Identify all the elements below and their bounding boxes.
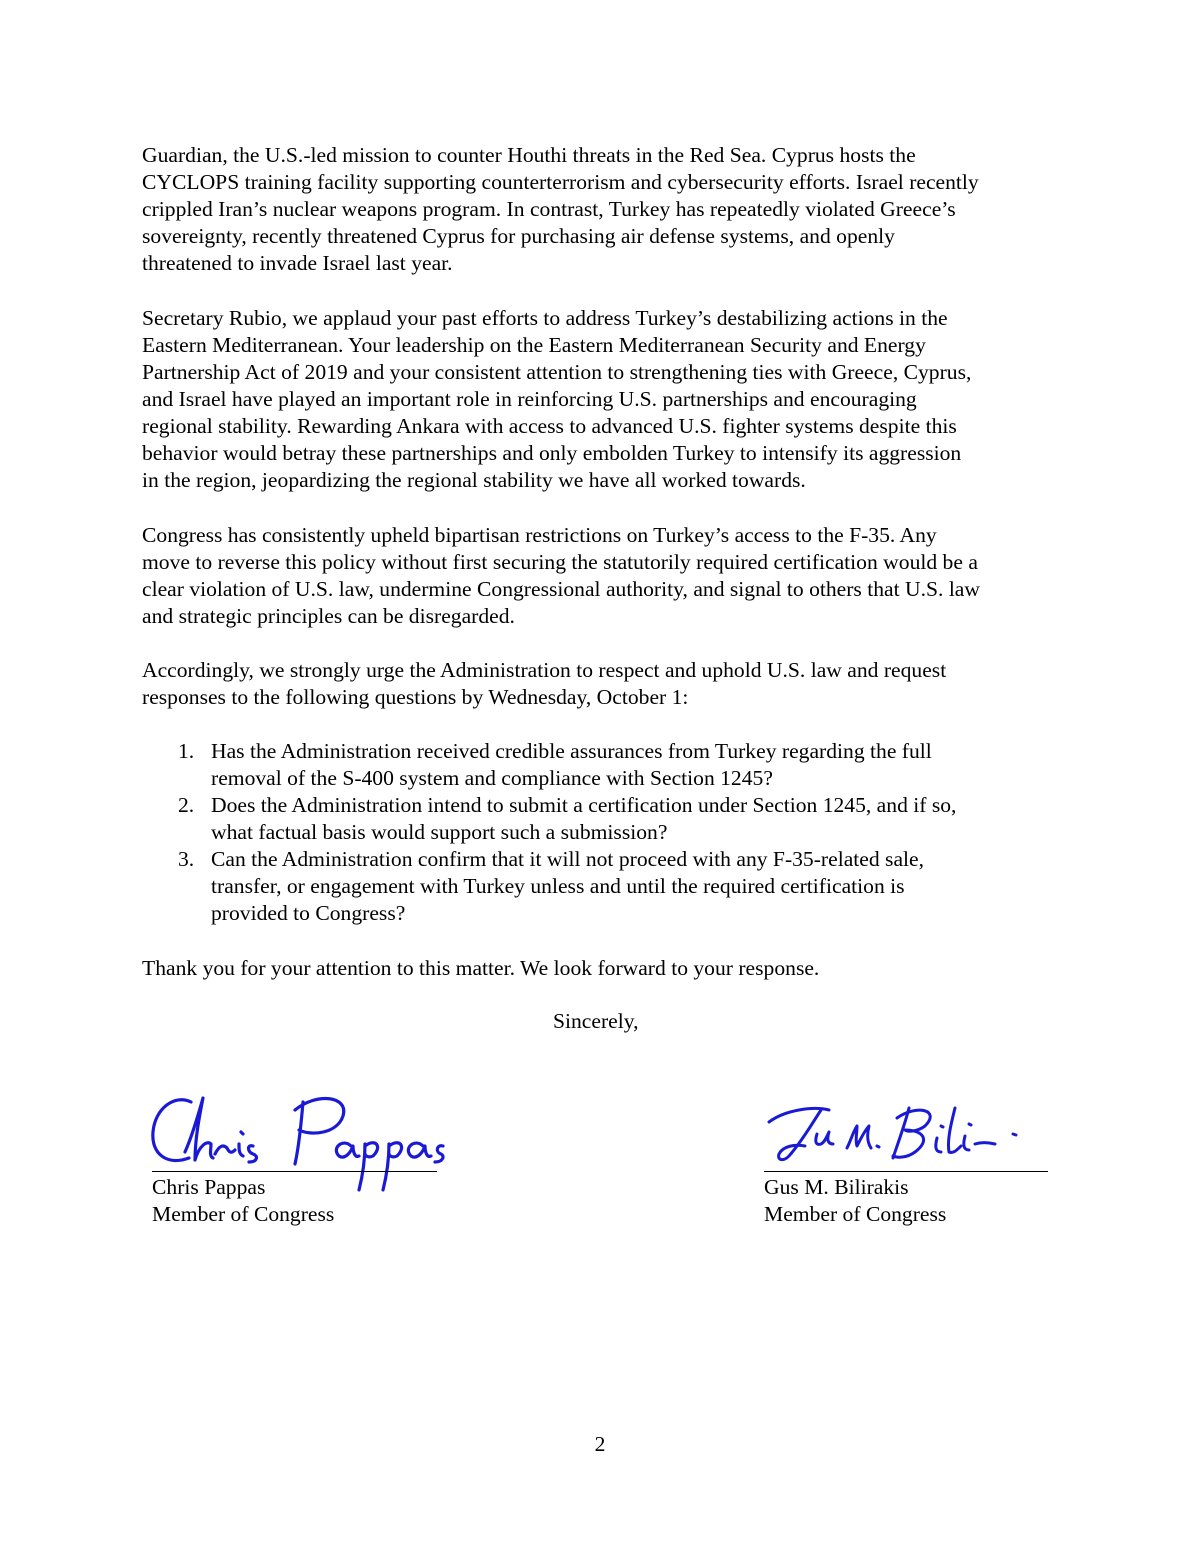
paragraph-line: move to reverse this policy without first securing the statutorily required certification would be a [142,550,978,574]
paragraph-line: Accordingly, we strongly urge the Administration to respect and uphold U.S. law and request [142,658,947,682]
list-item-line: Has the Administration received credible assurances from Turkey regarding the full [211,739,932,763]
signatory-name: Gus M. Bilirakis [764,1175,909,1199]
signature-block-left [152,1174,334,1228]
signatory-title: Member of Congress [152,1202,335,1226]
signatory-name: Chris Pappas [152,1175,266,1199]
paragraph-line: in the region, jeopardizing the regional stability we have all worked towards. [142,468,806,492]
list-item-line: Does the Administration intend to submit a certification under Section 1245, and if so, [211,793,957,817]
signature-image [765,1100,1055,1172]
list-item-number: 1. [178,739,195,763]
paragraph-line: Eastern Mediterranean. Your leadership on the Eastern Mediterranean Security and Energy [142,333,926,357]
paragraph-4 [142,657,1072,711]
questions-list [172,738,1072,927]
paragraph-line: regional stability. Rewarding Ankara with access to advanced U.S. fighter systems despite this [142,414,957,438]
paragraph-5 [142,955,1072,982]
paragraph-1 [142,142,1072,277]
list-item-number: 2. [178,793,195,817]
signature-block-right [764,1174,946,1228]
paragraph-2 [142,305,1072,494]
paragraph-3 [142,522,1072,630]
signature-line [764,1171,1048,1172]
list-item-line: what factual basis would support such a submission? [211,820,668,844]
paragraph-line: behavior would betray these partnerships and only embolden Turkey to intensify its aggression [142,441,962,465]
signature-line [152,1171,437,1172]
paragraph-line: and strategic principles can be disregarded. [142,604,515,628]
list-item-line: transfer, or engagement with Turkey unless and until the required certification is [211,874,905,898]
signatory-title: Member of Congress [764,1202,947,1226]
paragraph-line: threatened to invade Israel last year. [142,251,453,275]
paragraph-line: CYCLOPS training facility supporting counterterrorism and cybersecurity efforts. Israel recently [142,170,979,194]
paragraph-line: responses to the following questions by Wednesday, October 1: [142,685,689,709]
paragraph-line: Secretary Rubio, we applaud your past efforts to address Turkey’s destabilizing actions in the [142,306,948,330]
list-item [172,792,1072,846]
paragraph-line: Guardian, the U.S.-led mission to counter Houthi threats in the Red Sea. Cyprus hosts the [142,143,916,167]
paragraph-line: Partnership Act of 2019 and your consistent attention to strengthening ties with Greece, Cyprus, [142,360,972,384]
paragraph-line: Congress has consistently upheld bipartisan restrictions on Turkey’s access to the F-35. Any [142,523,937,547]
list-item [172,846,1072,927]
paragraph-line: and Israel have played an important role in reinforcing U.S. partnerships and encouraging [142,387,917,411]
list-item-line: Can the Administration confirm that it will not proceed with any F-35-related sale, [211,847,925,871]
paragraph-line: sovereignty, recently threatened Cyprus for purchasing air defense systems, and openly [142,224,895,248]
paragraph-line: crippled Iran’s nuclear weapons program. In contrast, Turkey has repeatedly violated Greece’s [142,197,956,221]
paragraph-line: Thank you for your attention to this matter. We look forward to your response. [142,956,820,980]
page-number: 2 [594,1432,606,1456]
list-item-line: provided to Congress? [211,901,406,925]
list-item-number: 3. [178,847,195,871]
list-item [172,738,1072,792]
list-item-line: removal of the S-400 system and compliance with Section 1245? [211,766,773,790]
paragraph-line: clear violation of U.S. law, undermine Congressional authority, and signal to others that U.S. law [142,577,980,601]
closing-salutation: Sincerely, [553,1009,639,1033]
